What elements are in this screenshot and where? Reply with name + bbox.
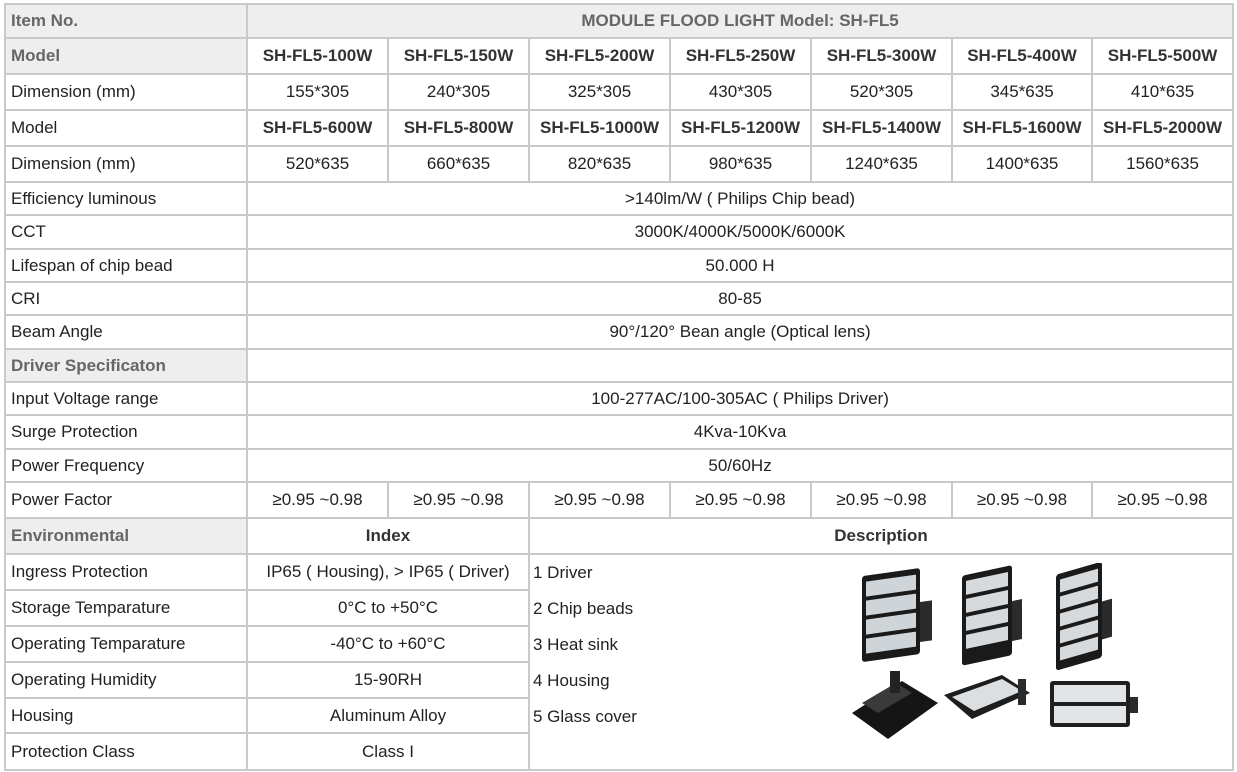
model-cell: SH-FL5-1200W — [670, 110, 811, 146]
power-factor-cell: ≥0.95 ~0.98 — [1092, 482, 1233, 518]
spec-value: 0°C to +50°C — [247, 590, 529, 626]
power-factor-cell: ≥0.95 ~0.98 — [247, 482, 388, 518]
description-panel — [529, 554, 1233, 770]
driver-section-label: Driver Specificaton — [5, 349, 247, 382]
model-row-2 — [5, 110, 1233, 146]
dimension-cell: 520*305 — [811, 74, 952, 110]
env-row-ingress — [5, 554, 1233, 590]
description-header: Description — [529, 518, 1233, 554]
title-row — [5, 4, 1233, 38]
spec-value: -40°C to +60°C — [247, 626, 529, 662]
model-cell: SH-FL5-250W — [670, 38, 811, 74]
model-label: Model — [5, 110, 247, 146]
dimension-cell: 240*305 — [388, 74, 529, 110]
model-row-1 — [5, 38, 1233, 74]
spec-label: Surge Protection — [5, 415, 247, 449]
model-cell: SH-FL5-2000W — [1092, 110, 1233, 146]
spec-label: Storage Temparature — [5, 590, 247, 626]
spec-label: Power Frequency — [5, 449, 247, 482]
spec-label: Beam Angle — [5, 315, 247, 349]
spec-row-efficiency — [5, 182, 1233, 215]
spec-value: 50/60Hz — [247, 449, 1233, 482]
driver-row-surge — [5, 415, 1233, 449]
spec-value: 100-277AC/100-305AC ( Philips Driver) — [247, 382, 1233, 415]
spec-value: Aluminum Alloy — [247, 698, 529, 733]
model-cell: SH-FL5-1600W — [952, 110, 1092, 146]
spec-table — [4, 3, 1234, 771]
dimension-label: Dimension (mm) — [5, 74, 247, 110]
spec-label: Ingress Protection — [5, 554, 247, 590]
spec-row-beam-angle — [5, 315, 1233, 349]
dimension-cell: 325*305 — [529, 74, 670, 110]
environmental-section-label: Environmental — [5, 518, 247, 554]
description-item: 1 Driver — [533, 563, 593, 582]
model-cell: SH-FL5-500W — [1092, 38, 1233, 74]
spec-label: CCT — [5, 215, 247, 249]
driver-row-frequency — [5, 449, 1233, 482]
model-cell: SH-FL5-1400W — [811, 110, 952, 146]
dimension-cell: 660*635 — [388, 146, 529, 182]
model-cell: SH-FL5-600W — [247, 110, 388, 146]
spec-row-cct — [5, 215, 1233, 249]
description-item: 2 Chip beads — [533, 599, 634, 618]
spec-value: >140lm/W ( Philips Chip bead) — [247, 182, 1233, 215]
product-photos — [852, 563, 1142, 753]
dimension-cell: 820*635 — [529, 146, 670, 182]
table-title: MODULE FLOOD LIGHT Model: SH-FL5 — [247, 4, 1233, 38]
model-cell: SH-FL5-200W — [529, 38, 670, 74]
spec-label: Efficiency luminous — [5, 182, 247, 215]
dimension-cell: 410*635 — [1092, 74, 1233, 110]
description-item: 5 Glass cover — [533, 707, 637, 726]
spec-label: Input Voltage range — [5, 382, 247, 415]
model-label: Model — [5, 38, 247, 74]
spec-row-lifespan — [5, 249, 1233, 282]
model-cell: SH-FL5-100W — [247, 38, 388, 74]
flood-light-side-icon — [944, 675, 1030, 719]
model-cell: SH-FL5-150W — [388, 38, 529, 74]
dimension-row-1 — [5, 74, 1233, 110]
dimension-cell: 345*635 — [952, 74, 1092, 110]
dimension-row-2 — [5, 146, 1233, 182]
product-photo-grid — [852, 563, 1142, 753]
dimension-cell: 155*305 — [247, 74, 388, 110]
spec-label: CRI — [5, 282, 247, 315]
spec-value: 3000K/4000K/5000K/6000K — [247, 215, 1233, 249]
dimension-label: Dimension (mm) — [5, 146, 247, 182]
spec-value: 15-90RH — [247, 662, 529, 698]
power-factor-cell: ≥0.95 ~0.98 — [388, 482, 529, 518]
model-cell: SH-FL5-800W — [388, 110, 529, 146]
power-factor-cell: ≥0.95 ~0.98 — [529, 482, 670, 518]
spec-value: IP65 ( Housing), > IP65 ( Driver) — [247, 554, 529, 590]
dimension-cell: 1560*635 — [1092, 146, 1233, 182]
driver-section-row — [5, 349, 1233, 382]
spec-label: Operating Humidity — [5, 662, 247, 698]
description-item: 3 Heat sink — [533, 635, 619, 654]
spec-label: Lifespan of chip bead — [5, 249, 247, 282]
model-cell: SH-FL5-300W — [811, 38, 952, 74]
spec-value: 80-85 — [247, 282, 1233, 315]
model-cell: SH-FL5-1000W — [529, 110, 670, 146]
dimension-cell: 980*635 — [670, 146, 811, 182]
flood-light-bracket-icon — [1056, 563, 1112, 671]
item-no-label: Item No. — [5, 4, 247, 38]
dimension-cell: 1400*635 — [952, 146, 1092, 182]
flood-light-angled-icon — [962, 563, 1022, 666]
spec-label: Housing — [5, 698, 247, 733]
description-item: 4 Housing — [533, 671, 610, 690]
driver-row-power-factor — [5, 482, 1233, 518]
flood-light-module-icon — [1050, 681, 1138, 727]
spec-label: Protection Class — [5, 733, 247, 770]
power-factor-cell: ≥0.95 ~0.98 — [670, 482, 811, 518]
spec-label: Operating Temparature — [5, 626, 247, 662]
spec-value: 90°/120° Bean angle (Optical lens) — [247, 315, 1233, 349]
flood-light-front-icon — [862, 566, 932, 662]
index-header: Index — [247, 518, 529, 554]
dimension-cell: 1240*635 — [811, 146, 952, 182]
model-cell: SH-FL5-400W — [952, 38, 1092, 74]
flood-light-back-icon — [852, 671, 938, 739]
spec-row-cri — [5, 282, 1233, 315]
description-list — [533, 555, 637, 735]
spec-value: Class I — [247, 733, 529, 770]
driver-section-blank — [247, 349, 1233, 382]
spec-value: 4Kva-10Kva — [247, 415, 1233, 449]
driver-row-input-voltage — [5, 382, 1233, 415]
dimension-cell: 520*635 — [247, 146, 388, 182]
power-factor-cell: ≥0.95 ~0.98 — [811, 482, 952, 518]
environmental-header-row — [5, 518, 1233, 554]
dimension-cell: 430*305 — [670, 74, 811, 110]
power-factor-cell: ≥0.95 ~0.98 — [952, 482, 1092, 518]
spec-label: Power Factor — [5, 482, 247, 518]
spec-value: 50.000 H — [247, 249, 1233, 282]
